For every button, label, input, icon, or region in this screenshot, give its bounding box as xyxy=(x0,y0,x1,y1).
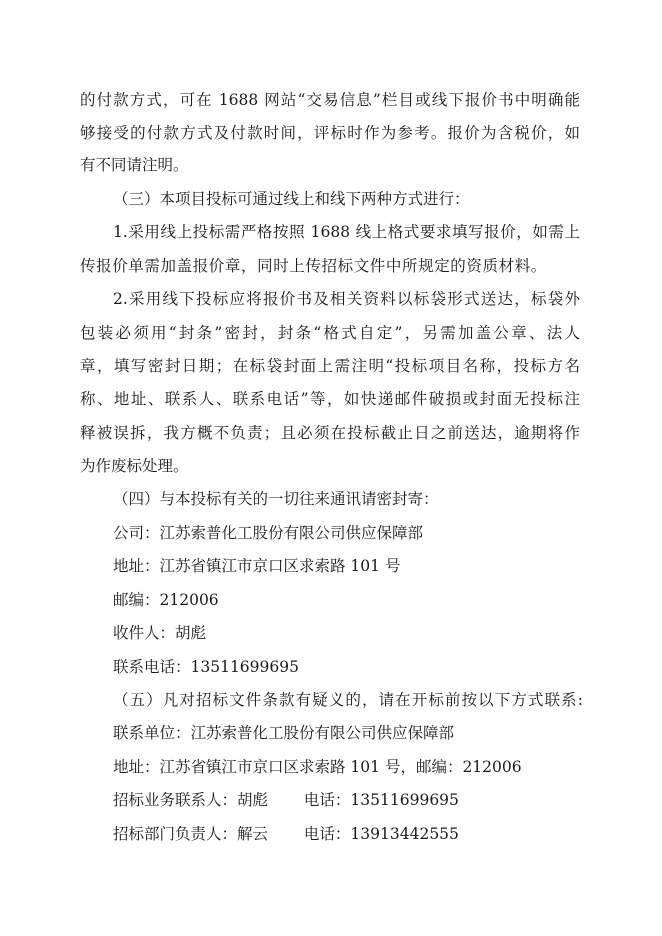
address-line: 地址：江苏省镇江市京口区求索路 101 号 xyxy=(113,557,401,575)
paragraph-line: 包装必须用“封条”密封，封条“格式自定”，另需加盖公章、法人 xyxy=(80,324,580,342)
paragraph-line: 够接受的付款方式及付款时间，评标时作为参考。报价为含税价，如 xyxy=(80,124,580,142)
section-heading-5: （五）凡对招标文件条款有疑义的，请在开标前按以下方式联系: xyxy=(113,691,583,709)
paragraph-line: 为作废标处理。 xyxy=(80,457,189,475)
business-contact-line: 招标业务联系人：胡彪 电话：13511699695 xyxy=(113,791,459,809)
paragraph-line: 传报价单需加盖报价章，同时上传招标文件中所规定的资质材料。 xyxy=(80,257,547,275)
paragraph-line: 称、地址、联系人、联系电话”等，如快递邮件破损或封面无投标注 xyxy=(80,390,580,408)
paragraph-line: 的付款方式，可在 1688 网站“交易信息”栏目或线下报价书中明确能 xyxy=(80,91,580,109)
paragraph-line: 章，填写密封日期；在标袋封面上需注明“投标项目名称，投标方名 xyxy=(80,357,580,375)
contact-address-line: 地址：江苏省镇江市京口区求索路 101 号，邮编：212006 xyxy=(113,758,522,776)
postcode-line: 邮编：212006 xyxy=(113,591,219,609)
department-head-line: 招标部门负责人：解云 电话：13913442555 xyxy=(113,825,459,843)
paragraph-line: 有不同请注明。 xyxy=(80,156,189,174)
section-heading-3: （三）本项目投标可通过线上和线下两种方式进行： xyxy=(113,190,470,208)
phone-line: 联系电话：13511699695 xyxy=(113,658,299,676)
paragraph-line: 2.采用线下投标应将报价书及相关资料以标袋形式送达，标袋外 xyxy=(113,290,580,308)
recipient-line: 收件人：胡彪 xyxy=(113,624,207,642)
section-heading-4: （四）与本投标有关的一切往来通讯请密封寄： xyxy=(113,490,439,508)
paragraph-line: 1.采用线上投标需严格按照 1688 线上格式要求填写报价，如需上 xyxy=(113,223,580,241)
paragraph-line: 释被误拆，我方概不负责；且必须在投标截止日之前送达，逾期将作 xyxy=(80,424,580,442)
contact-unit-line: 联系单位：江苏索普化工股份有限公司供应保障部 xyxy=(113,724,455,742)
company-line: 公司：江苏索普化工股份有限公司供应保障部 xyxy=(113,524,424,542)
